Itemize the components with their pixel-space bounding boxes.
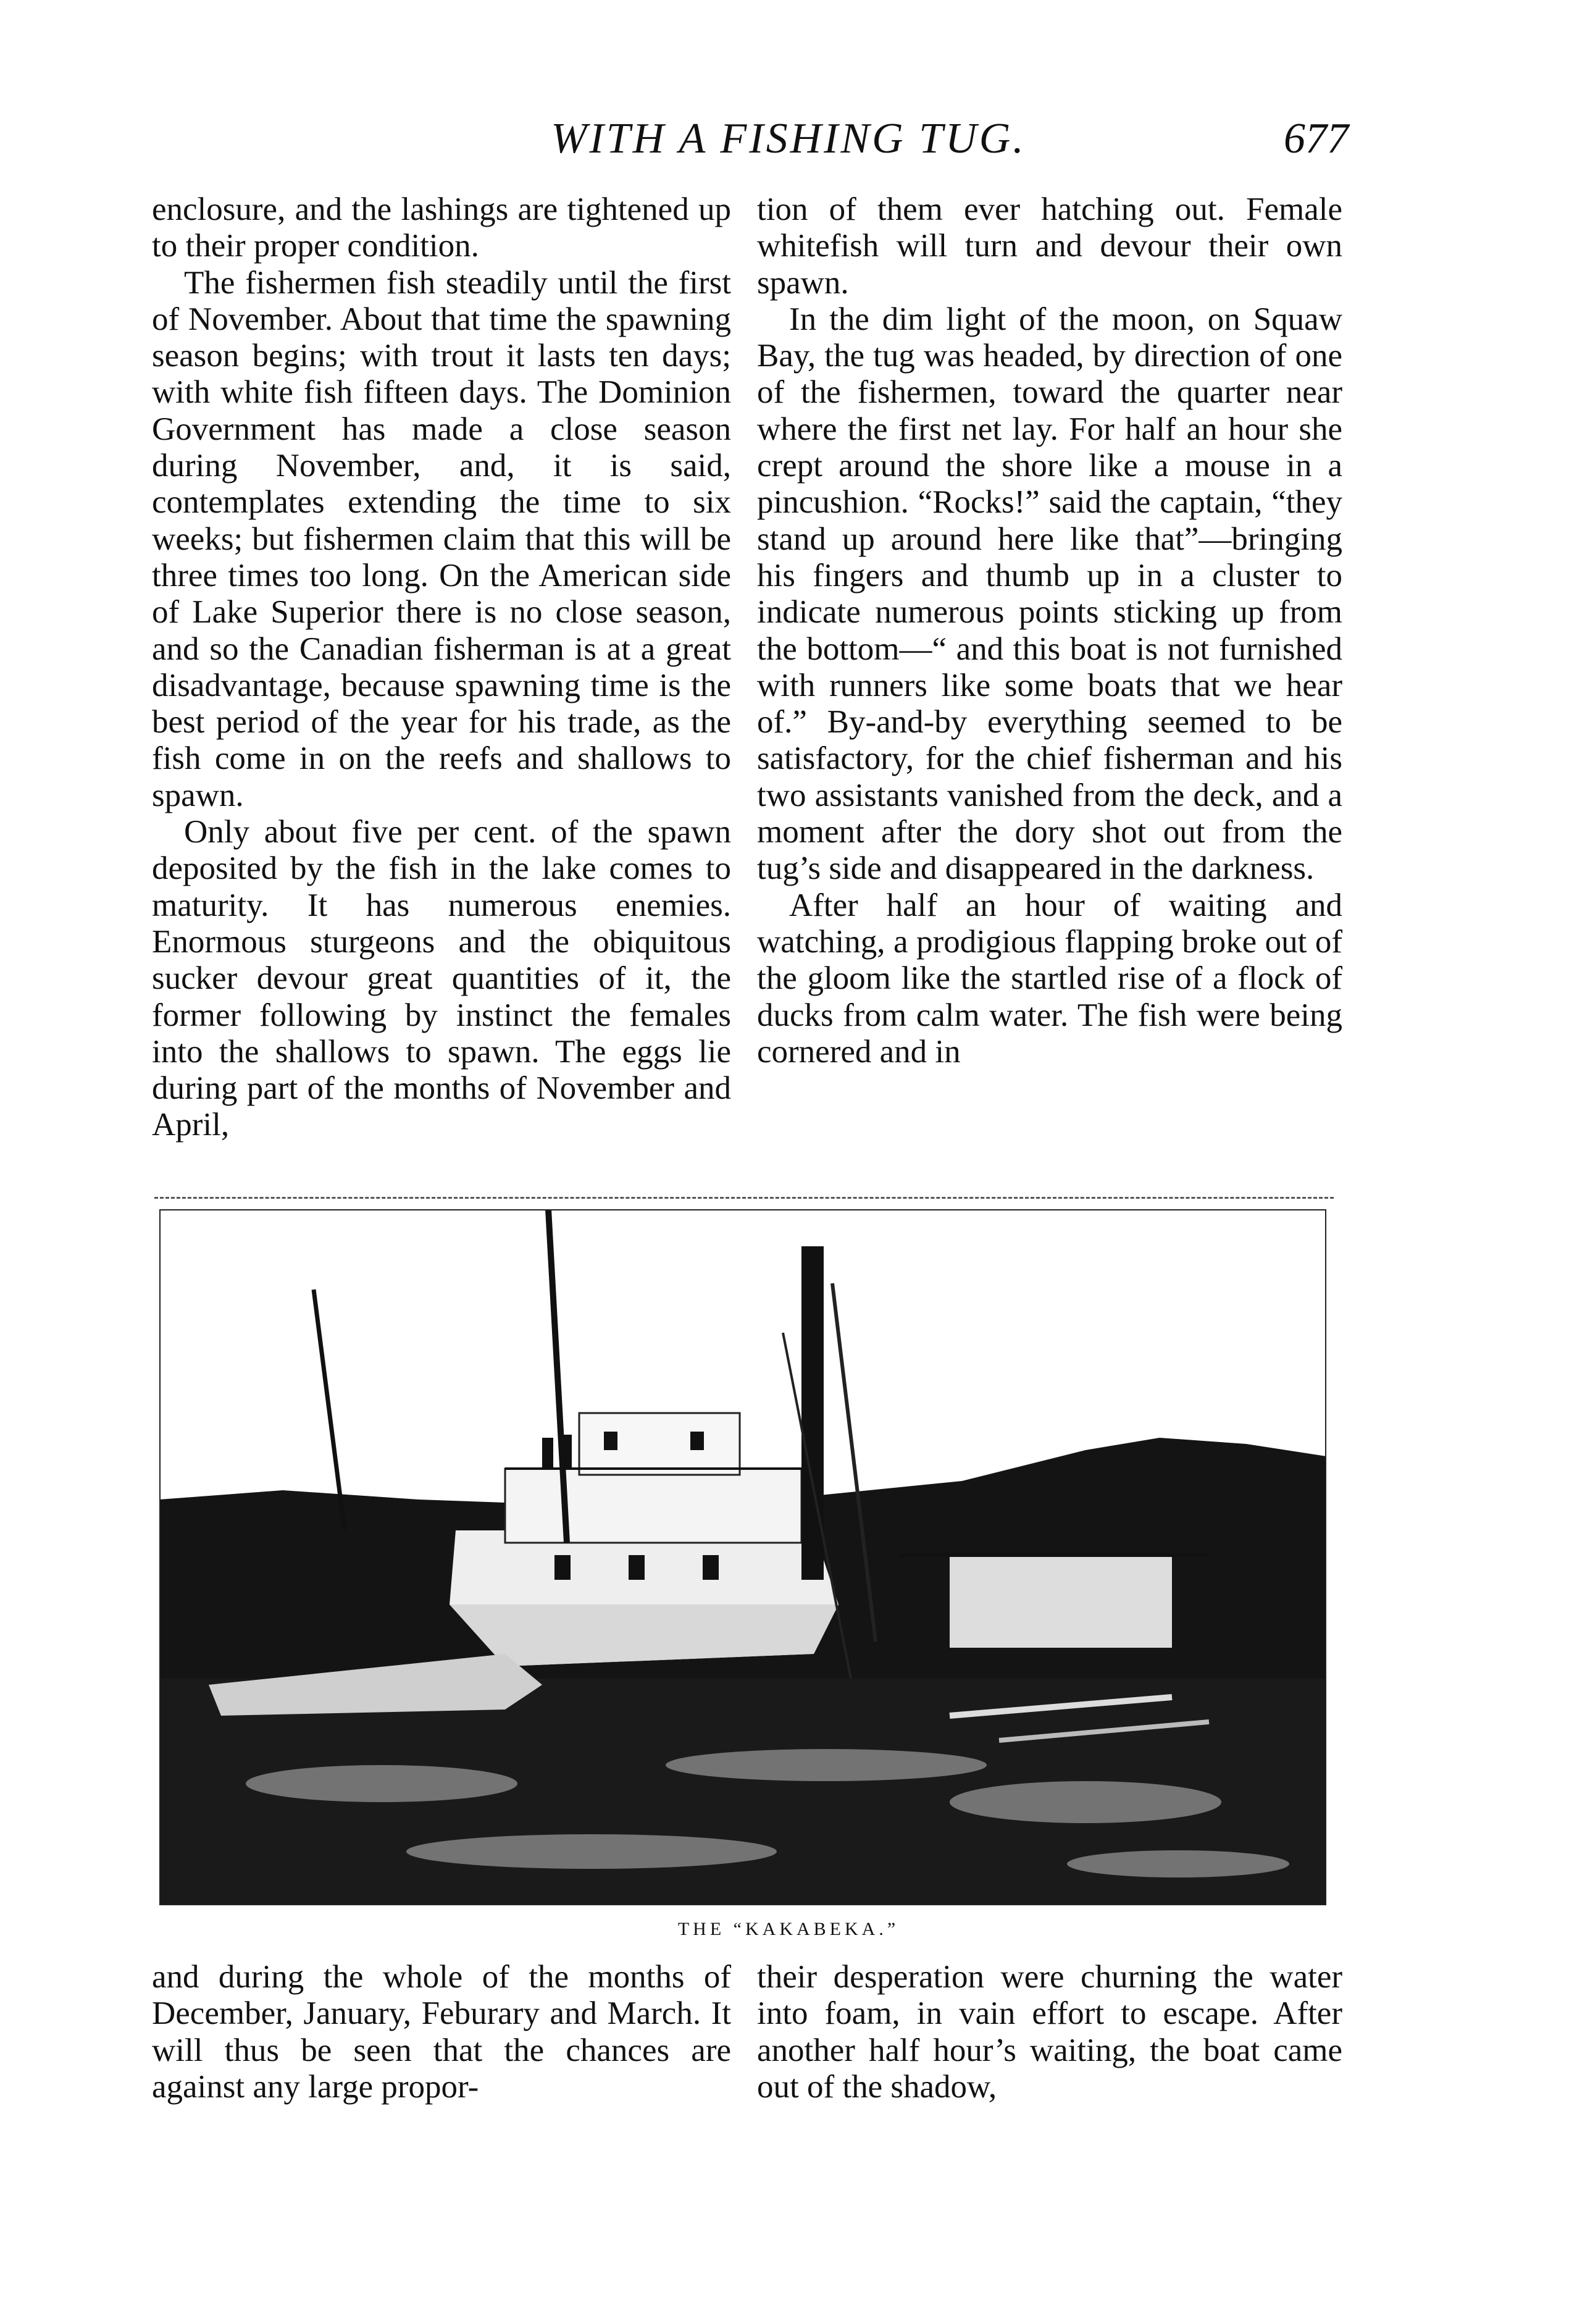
paragraph: enclosure, and the lashings are tightened up to their proper condition.	[152, 191, 731, 264]
paragraph: The fishermen fish steadily until the first of November. About that time the spawning season begins; with trout it lasts ten days; with white fish fifteen days. The Dominion Government has made a close season during November, and, it is said, contemplates extending the time to six weeks; but fishermen claim that this will be three times too long. On the American side of Lake Superior there is no close season, and so the Canadian fisherman is at a great disadvantage, because spawning time is the best period of the year for his trade, as the fish come in on the reefs and shallows to spawn.	[152, 264, 731, 813]
dashed-divider	[154, 1197, 1334, 1199]
paragraph: After half an hour of waiting and watching, a prodigious flapping broke out of the gloom like the startled rise of a flock of ducks from calm water. The fish were being cornered and in	[757, 887, 1342, 1070]
photo-figure	[159, 1209, 1326, 1905]
column-right-bottom	[757, 1959, 1342, 2105]
paragraph: In the dim light of the moon, on Squaw Bay, the tug was headed, by direction of one of the fishermen, toward the quarter near where the first net lay. For half an hour she crept around the shore like a mouse in a pincushion. “Rocks!” said the captain, “they stand up around here like that”—bringing his fingers and thumb up in a cluster to indicate numerous points sticking up from the bottom—“ and this boat is not furnished with runners like some boats that we hear of.” By-and-by everything seemed to be satisfactory, for the chief fisherman and his two assistants vanished from the deck, and a moment after the dory shot out from the tug’s side and disappeared in the darkness.	[757, 301, 1342, 887]
paragraph: Only about five per cent. of the spawn deposited by the fish in the lake comes to maturity. It has numerous enemies. Enormous sturgeons and the obiquitous sucker devour great quantities of it, the former following by instinct the females into the shallows to spawn. The eggs lie during part of the months of November and April,	[152, 814, 731, 1143]
column-left-bottom	[152, 1959, 731, 2105]
page-number: 677	[1284, 115, 1349, 162]
paragraph: tion of them ever hatching out. Female whitefish will turn and devour their own spawn.	[757, 191, 1342, 301]
tug-photograph	[159, 1209, 1326, 1905]
column-right-top	[757, 191, 1342, 1070]
figure-caption: THE “KAKABEKA.”	[677, 1919, 900, 1939]
paragraph: their desperation were churning the water into foam, in vain effort to escape. After another half hour’s waiting, the boat came out of the shadow,	[757, 1959, 1342, 2105]
column-left-top	[152, 191, 731, 1144]
running-title: WITH A FISHING TUG.	[551, 115, 1026, 162]
running-head	[0, 111, 1577, 167]
paragraph: and during the whole of the months of December, January, Feburary and March. It will thus be seen that the chances are against any large propor-	[152, 1959, 731, 2105]
